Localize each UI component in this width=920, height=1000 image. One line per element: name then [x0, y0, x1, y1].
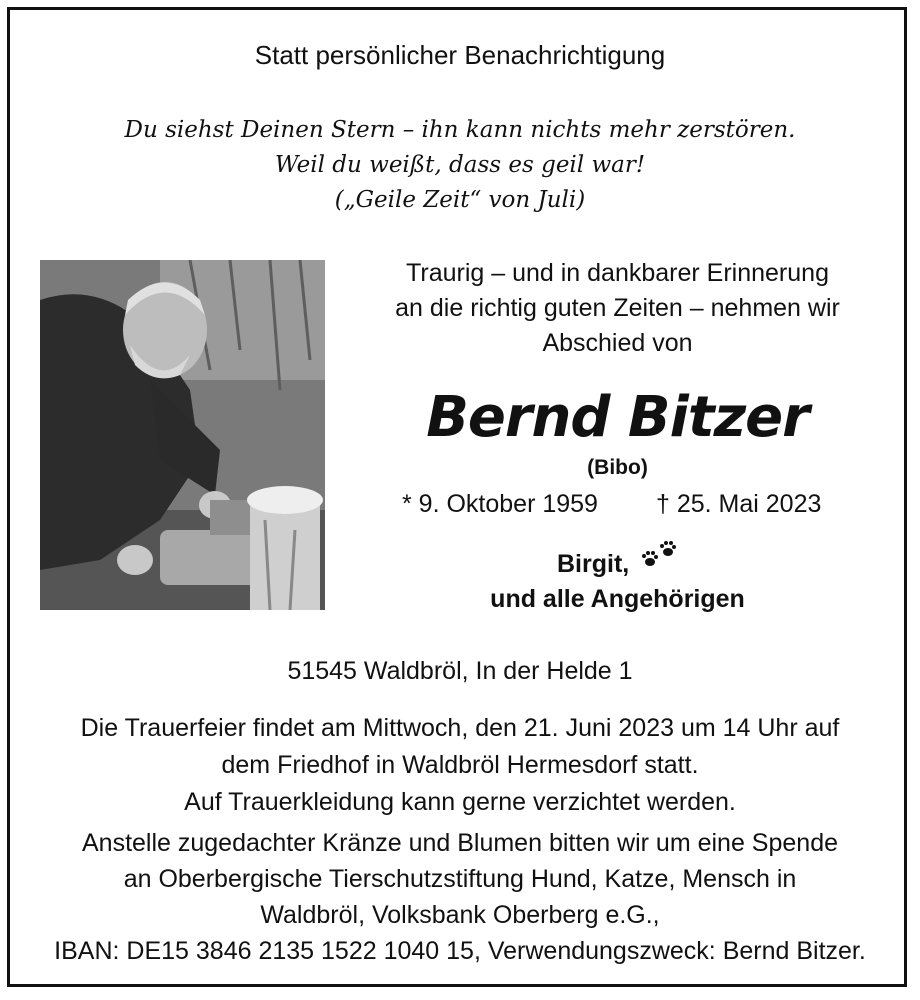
- quote-line: Weil du weißt, dass es geil war!: [274, 152, 646, 178]
- service-line: Auf Trauerkleidung kann gerne verzichtet werden.: [184, 788, 736, 816]
- death-date: † 25. Mai 2023: [656, 490, 822, 518]
- donation-line: an Oberbergische Tierschutzstiftung Hund, Katze, Mensch in: [123, 865, 797, 893]
- paw-prints-icon: [640, 540, 678, 570]
- mourners-relatives: und alle Angehörigen: [490, 585, 745, 613]
- portrait-photo: [40, 260, 325, 610]
- donation-text: [0, 825, 920, 969]
- deceased-name: Bernd Bitzer: [426, 385, 809, 450]
- address: 51545 Waldbröl, In der Helde 1: [287, 657, 633, 685]
- portrait-illustration: [40, 260, 325, 610]
- mourner-name: Birgit,: [557, 550, 630, 578]
- intro-line: Traurig – und in dankbarer Erinnerung: [406, 259, 829, 287]
- quote-source: („Geile Zeit“ von Juli): [334, 187, 586, 213]
- intro-line: an die richtig guten Zeiten – nehmen wir: [395, 294, 840, 322]
- deceased-nickname: (Bibo): [587, 456, 648, 479]
- funeral-service-text: [0, 710, 920, 821]
- service-line: dem Friedhof in Waldbröl Hermesdorf statt.: [221, 751, 699, 779]
- birth-date: * 9. Oktober 1959: [402, 490, 598, 518]
- quote-block: [0, 113, 920, 218]
- service-line: Die Trauerfeier findet am Mittwoch, den 21. Juni 2023 um 14 Uhr auf: [80, 714, 840, 742]
- donation-line: Anstelle zugedachter Kränze und Blumen bitten wir um eine Spende: [81, 829, 839, 857]
- donation-line: Waldbröl, Volksbank Oberberg e.G.,: [260, 901, 660, 929]
- quote-line: Du siehst Deinen Stern – ihn kann nichts mehr zerstören.: [124, 117, 796, 143]
- intro-line: Abschied von: [542, 329, 693, 357]
- donation-line: IBAN: DE15 3846 2135 1522 1040 15, Verwendungszweck: Bernd Bitzer.: [54, 937, 866, 965]
- header-notice: Statt persönlicher Benachrichtigung: [254, 40, 666, 70]
- intro-text: [345, 256, 890, 361]
